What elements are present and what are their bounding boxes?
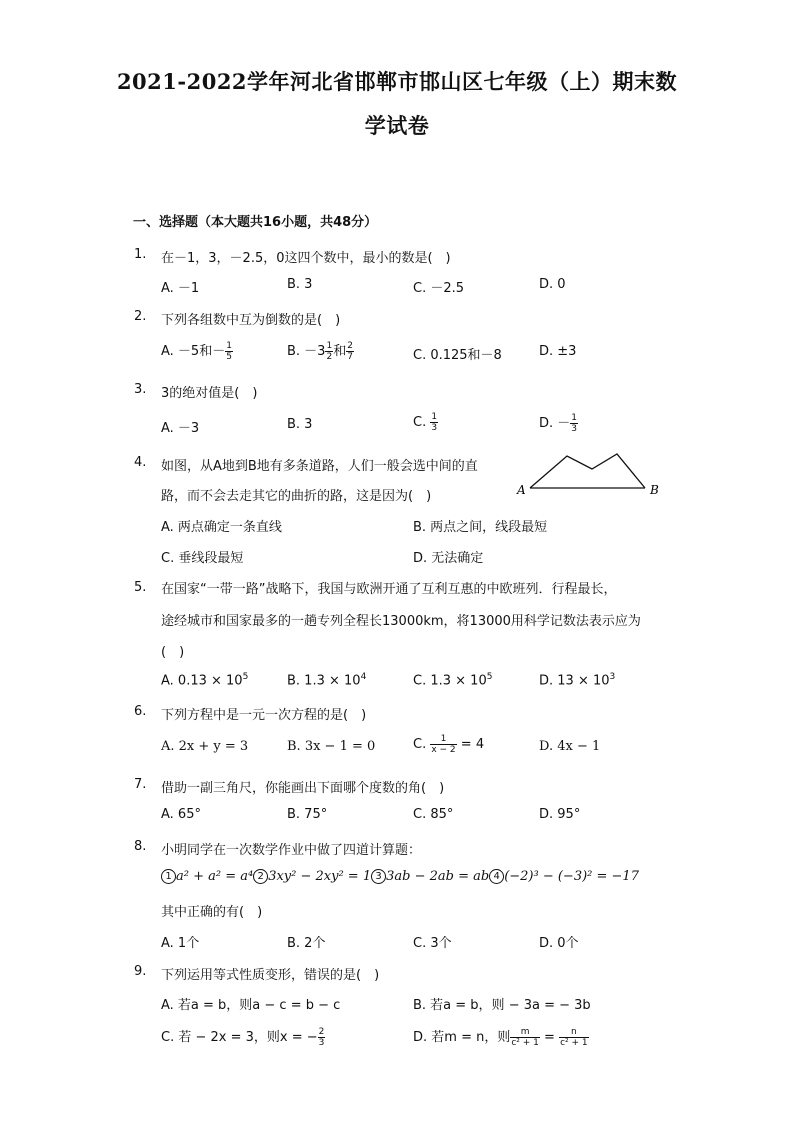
option-b: B. 2个 bbox=[287, 936, 326, 951]
question-number: 1. bbox=[134, 247, 147, 262]
option-d: D. 0个 bbox=[539, 936, 579, 951]
section-heading: 一、选择题（本大题共16小题，共48分） bbox=[133, 215, 378, 230]
exam-title-line2: 学试卷 bbox=[364, 113, 430, 138]
option-c: C. 垂线段最短 bbox=[161, 551, 244, 566]
option-a: A. 若a = b，则a − c = b − c bbox=[161, 998, 341, 1013]
option-d: D. － $\frac{1}{3}$ bbox=[539, 413, 578, 434]
question-number: 8. bbox=[134, 839, 147, 854]
question-number: 4. bbox=[134, 455, 147, 470]
question-number: 5. bbox=[134, 580, 147, 595]
option-b: B. 3 bbox=[287, 277, 313, 292]
question-text: 3的绝对值是( ) bbox=[161, 386, 258, 401]
option-a: A. 2x + y = 3 bbox=[161, 739, 249, 754]
question-text-line2: 路，而不会去走其它的曲折的路，这是因为( ) bbox=[161, 489, 432, 504]
question-text: 在－1，3，－2.5，0这四个数中，最小的数是( ) bbox=[161, 251, 451, 266]
option-a: A. $0.13 \times 10^5$ bbox=[161, 672, 249, 689]
point-b-label: B bbox=[650, 483, 659, 497]
calculation-3: 3ab − 2ab = ab bbox=[386, 869, 490, 884]
option-d: D. 无法确定 bbox=[413, 551, 484, 566]
road-diagram bbox=[512, 448, 672, 504]
option-c: C. 85° bbox=[413, 807, 454, 822]
calculation-2: 3xy² − 2xy² = 1 bbox=[268, 869, 372, 884]
calculation-list bbox=[161, 869, 639, 884]
option-b: B. 3 bbox=[287, 417, 313, 432]
circled-number-3: 3 bbox=[371, 869, 386, 884]
option-d: D. 95° bbox=[539, 807, 581, 822]
question-text-line2: 其中正确的有( ) bbox=[161, 905, 263, 920]
option-d: D. 0 bbox=[539, 277, 566, 292]
question-number: 6. bbox=[134, 704, 147, 719]
question-text-line2: 途经城市和国家最多的一趟专列全程长13000km，将13000用科学记数法表示应为 bbox=[161, 614, 641, 629]
option-b: B. －3 $\frac{1}{2}$ 和 $\frac{2}{7}$ bbox=[287, 341, 353, 362]
calculation-1: a² + a² = a⁴ bbox=[176, 869, 254, 884]
option-a: A. 两点确定一条直线 bbox=[161, 520, 282, 535]
option-b: B. $1.3 \times 10^4$ bbox=[287, 672, 367, 689]
question-number: 3. bbox=[134, 382, 147, 397]
option-b: B. 若a = b，则 − 3a = − 3b bbox=[413, 998, 591, 1013]
option-a: A. －5和－ $\frac{1}{5}$ bbox=[161, 341, 232, 362]
option-d: D. $13 \times 10^3$ bbox=[539, 672, 616, 689]
circled-number-2: 2 bbox=[253, 869, 268, 884]
question-text-line1: 如图，从A地到B地有多条道路，人们一般会选中间的直 bbox=[161, 459, 478, 474]
calculation-4: (−2)³ − (−3)² = −17 bbox=[504, 869, 639, 884]
question-number: 7. bbox=[134, 777, 147, 792]
question-text-line3: ( ) bbox=[161, 645, 185, 660]
question-text: 小明同学在一次数学作业中做了四道计算题： bbox=[161, 843, 422, 858]
question-text-line1: 在国家“一带一路”战略下，我国与欧洲开通了互利互惠的中欧班列．行程最长， bbox=[161, 582, 617, 597]
question-number: 9. bbox=[134, 964, 147, 979]
question-text: 借助一副三角尺，你能画出下面哪个度数的角( ) bbox=[161, 781, 445, 796]
exam-title-line1: 2021-2022学年河北省邯郸市邯山区七年级（上）期末数 bbox=[116, 69, 678, 94]
option-c: C. －2.5 bbox=[413, 281, 465, 296]
option-c: C. $\frac{1}{x - 2}$ = 4 bbox=[413, 734, 485, 755]
question-text: 下列运用等式性质变形，错误的是( ) bbox=[161, 968, 380, 983]
option-a: A. 1个 bbox=[161, 936, 200, 951]
option-d: D. 若m = n，则 $\frac{m}{\text{c² + 1}}$ = $\frac{n}{\text{c² + 1}}$ bbox=[413, 1027, 588, 1048]
option-b: B. 3x − 1 = 0 bbox=[287, 739, 376, 754]
circled-number-4: 4 bbox=[489, 869, 504, 884]
point-a-label: A bbox=[517, 483, 526, 497]
option-a: A. －3 bbox=[161, 421, 200, 436]
question-text: 下列方程中是一元一次方程的是( ) bbox=[161, 708, 367, 723]
option-a: A. 65° bbox=[161, 807, 201, 822]
option-c: C. $\frac{1}{3}$ bbox=[413, 412, 438, 433]
option-c: C. 若 − 2x = 3，则x = − $\frac{2}{3}$ bbox=[161, 1027, 325, 1048]
option-b: B. 75° bbox=[287, 807, 328, 822]
option-d: D. ±3 bbox=[539, 344, 577, 359]
option-b: B. 两点之间，线段最短 bbox=[413, 520, 548, 535]
option-d: D. 4x − 1 bbox=[539, 739, 601, 754]
question-number: 2. bbox=[134, 309, 147, 324]
option-c: C. 0.125和－8 bbox=[413, 348, 502, 363]
question-text: 下列各组数中互为倒数的是( ) bbox=[161, 313, 341, 328]
option-a: A. －1 bbox=[161, 281, 200, 296]
circled-number-1: 1 bbox=[161, 869, 176, 884]
option-c: C. 3个 bbox=[413, 936, 452, 951]
option-c: C. $1.3 \times 10^5$ bbox=[413, 672, 493, 689]
